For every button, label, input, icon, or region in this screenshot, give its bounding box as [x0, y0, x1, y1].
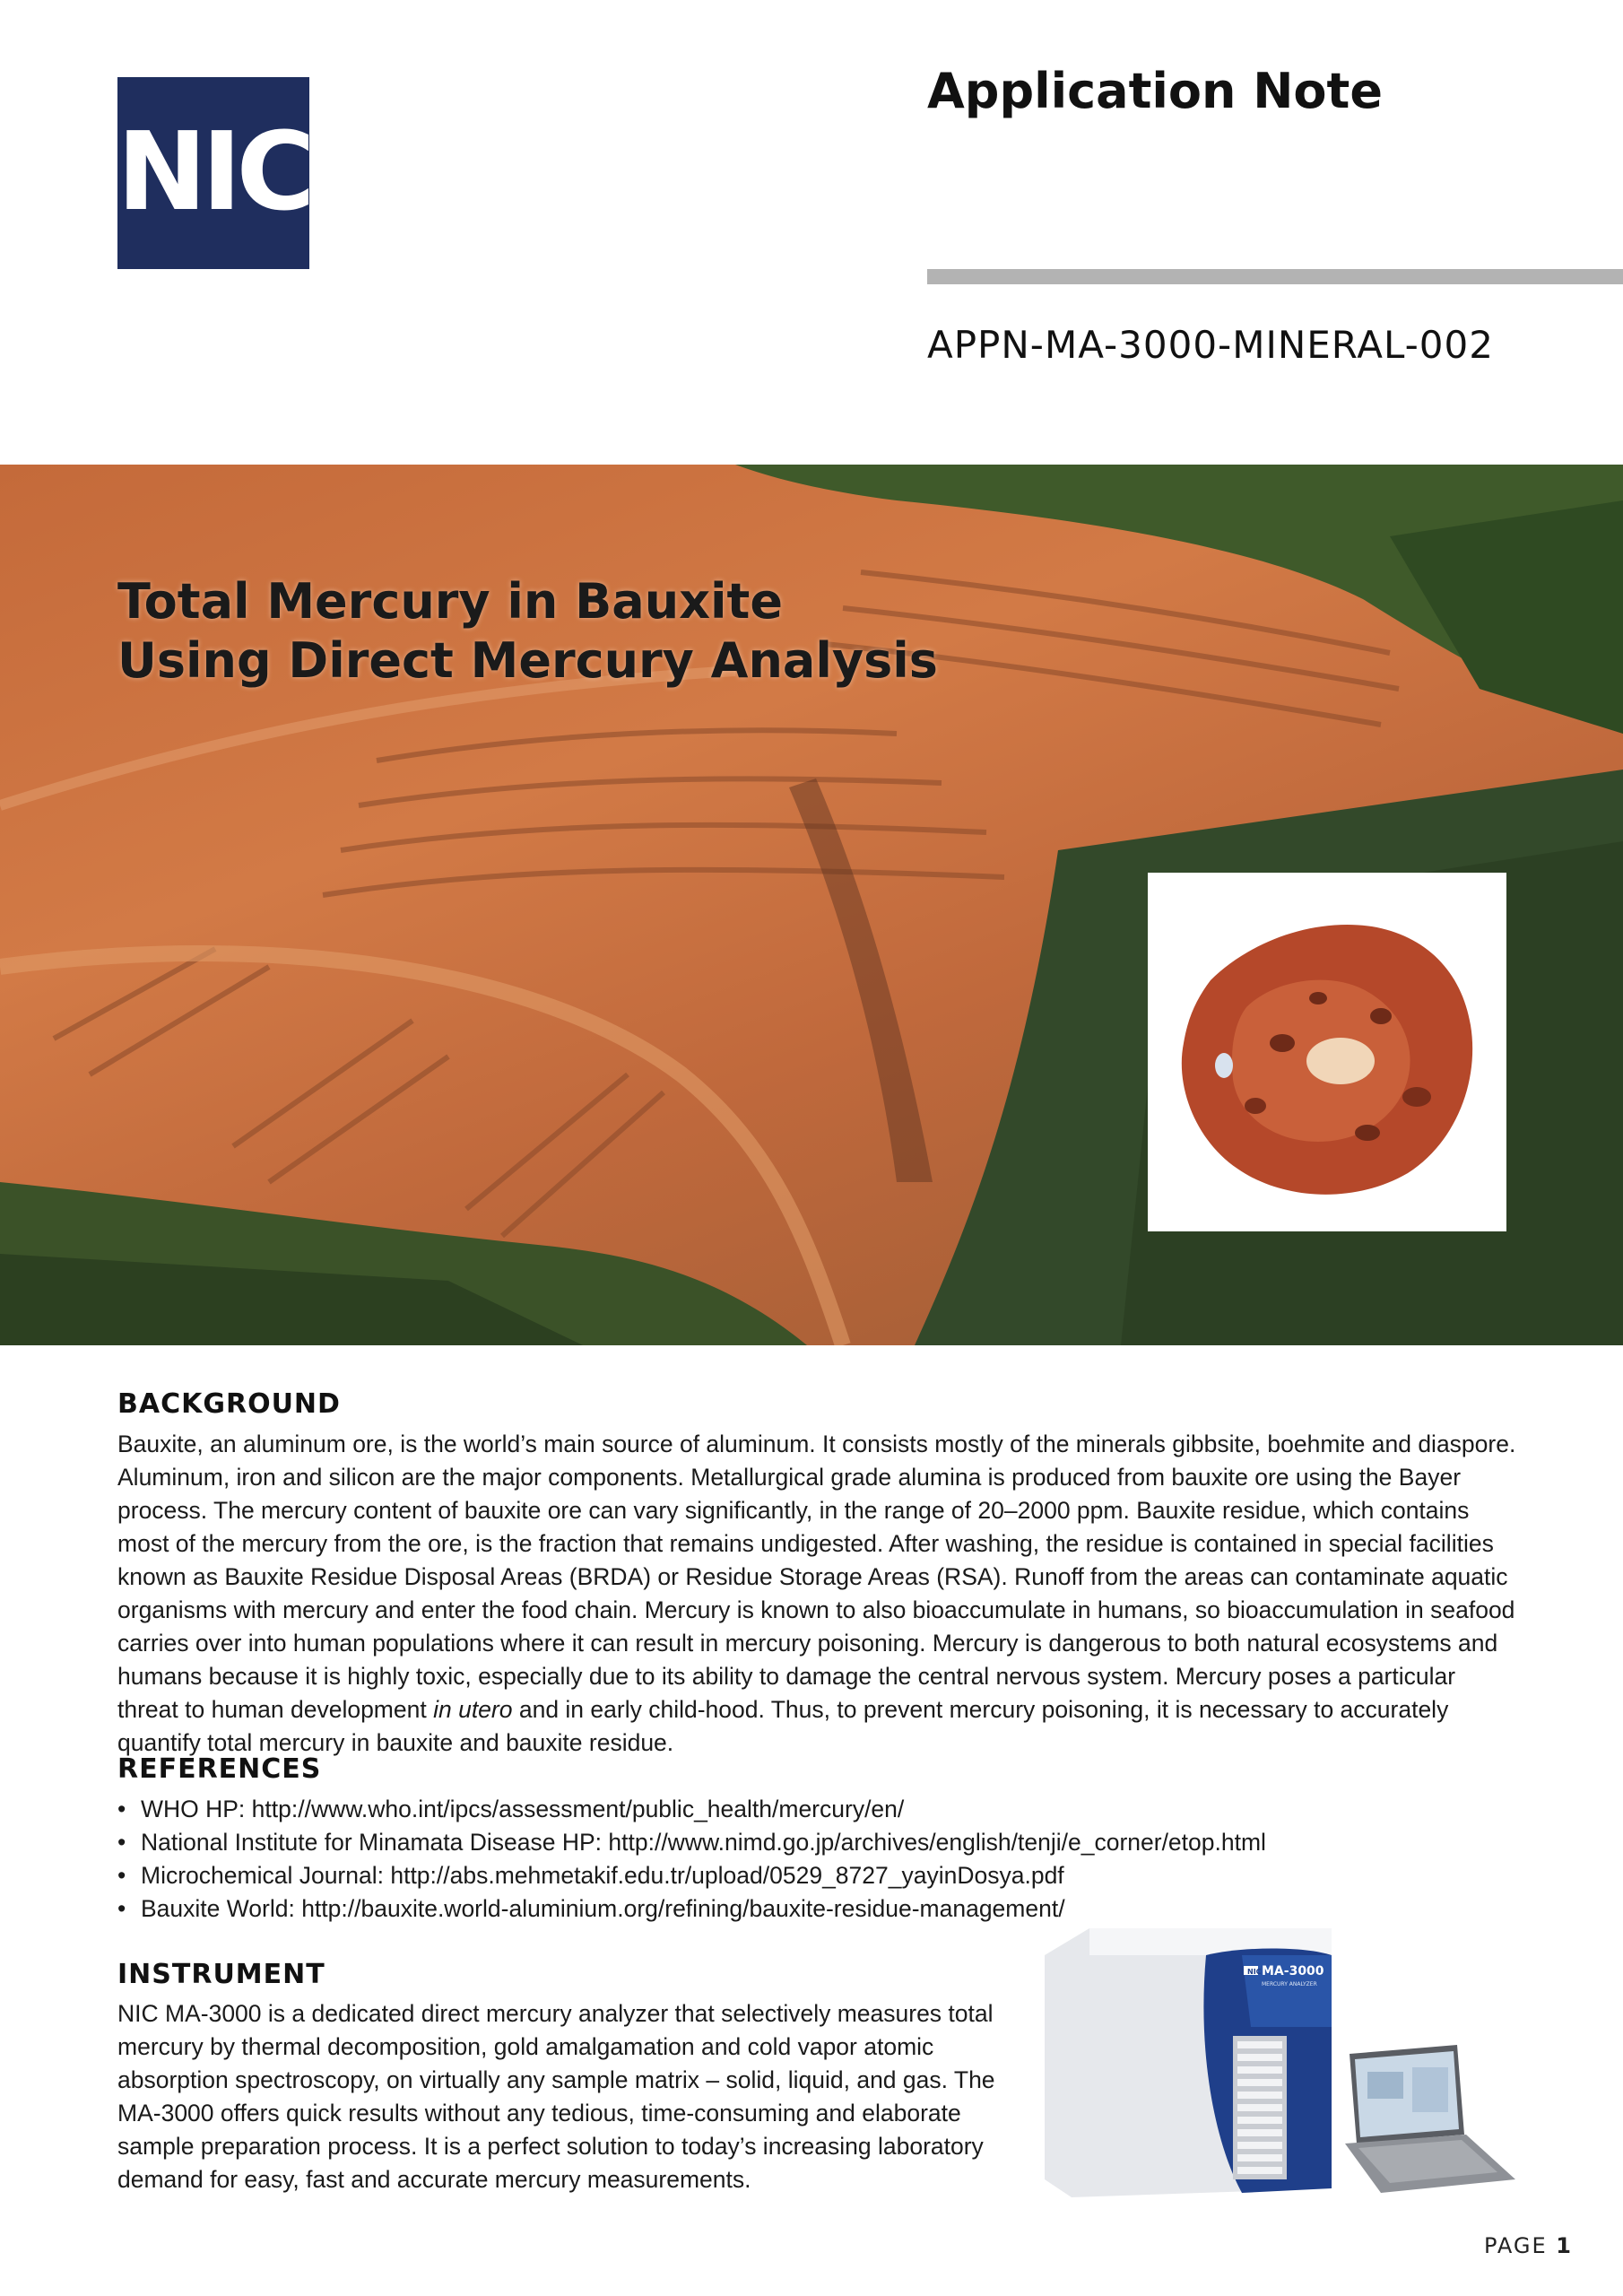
background-text-part-2: and in early child-hood. Thus, to prevent mercury poisoning, it is necessary to accurately quantify total mercury in bauxite and bauxite residue.	[117, 1696, 1449, 1756]
hero-mine-photo	[0, 465, 1623, 1345]
page-number	[1484, 2233, 1573, 2258]
bauxite-rock-illustration	[1148, 873, 1506, 1231]
device-brand-label: NIC	[1247, 1968, 1262, 1976]
background-italic-term: in utero	[433, 1696, 513, 1723]
instrument-heading: INSTRUMENT	[117, 1959, 325, 1990]
nic-logo	[117, 77, 309, 269]
header-divider	[927, 269, 1623, 284]
title-line-2: Using Direct Mercury Analysis	[117, 632, 938, 689]
bauxite-sample-photo	[1148, 873, 1506, 1231]
document-type-title: Application Note	[927, 63, 1383, 119]
page-number-value: 1	[1556, 2233, 1573, 2258]
background-heading: BACKGROUND	[117, 1388, 341, 1420]
document-code: APPN-MA-3000-MINERAL-002	[927, 323, 1494, 367]
background-text-part-1: Bauxite, an aluminum ore, is the world’s main source of aluminum. It consists mostly of the minerals gibbsite, boehmite and diaspore. Aluminum, iron and silicon are the major components. Metallurgical grade alumina is produced from bauxite ore using the Bayer process. The mercury content of bauxite ore can vary significantly, in the range of 20–2000 ppm. Bauxite residue, which contains most of the mercury from the ore, is the fraction that remains undigested. After washing, the residue is contained in special facilities known as Bauxite Residue Disposal Areas (BRDA) or Residue Storage Areas (RSA). Runoff from the areas can contaminate aquatic organisms with mercury and enter the food chain. Mercury is known to also bioaccumulate in humans, so bioaccumulation in seafood carries over into human populations where it can result in mercury poisoning. Mercury is dangerous to both natural ecosystems and humans because it is highly toxic, especially due to its ability to damage the central nervous system. Mercury poses a particular threat to human development	[117, 1431, 1516, 1723]
reference-item: • Microchemical Journal: http://abs.mehmetakif.edu.tr/upload/0529_8727_yayinDosya.pdf	[117, 1859, 1266, 1892]
title-line-1: Total Mercury in Bauxite	[117, 573, 783, 630]
references-heading: REFERENCES	[117, 1753, 322, 1785]
device-subtitle-label: MERCURY ANALYZER	[1262, 1981, 1317, 1987]
device-model-label: MA-3000	[1262, 1964, 1324, 1979]
mercury-analyzer-illustration	[1036, 1919, 1524, 2206]
references-list	[117, 1793, 1266, 1926]
document-main-title	[117, 572, 938, 691]
ma-3000-product-photo	[1036, 1919, 1524, 2206]
background-paragraph	[117, 1428, 1516, 1760]
page-label: PAGE	[1483, 2233, 1548, 2258]
reference-item: • National Institute for Minamata Disease HP: http://www.nimd.go.jp/archives/english/tenji/e_corner/etop.html	[117, 1826, 1266, 1859]
instrument-paragraph: NIC MA-3000 is a dedicated direct mercury analyzer that selectively measures total mercury by thermal decomposition, gold amalgamation and cold vapor atomic absorption spectroscopy, on virtually any sample matrix – solid, liquid, and gas. The MA-3000 offers quick results without any tedious, time-consuming and elaborate sample preparation process. It is a perfect solution to today’s increasing laboratory demand for easy, fast and accurate mercury measurements.	[117, 2000, 995, 2193]
reference-item: • Bauxite World: http://bauxite.world-aluminium.org/refining/bauxite-residue-management/	[117, 1892, 1266, 1926]
logo-text: NIC	[117, 110, 310, 235]
reference-item: • WHO HP: http://www.who.int/ipcs/assessment/public_health/mercury/en/	[117, 1793, 1266, 1826]
